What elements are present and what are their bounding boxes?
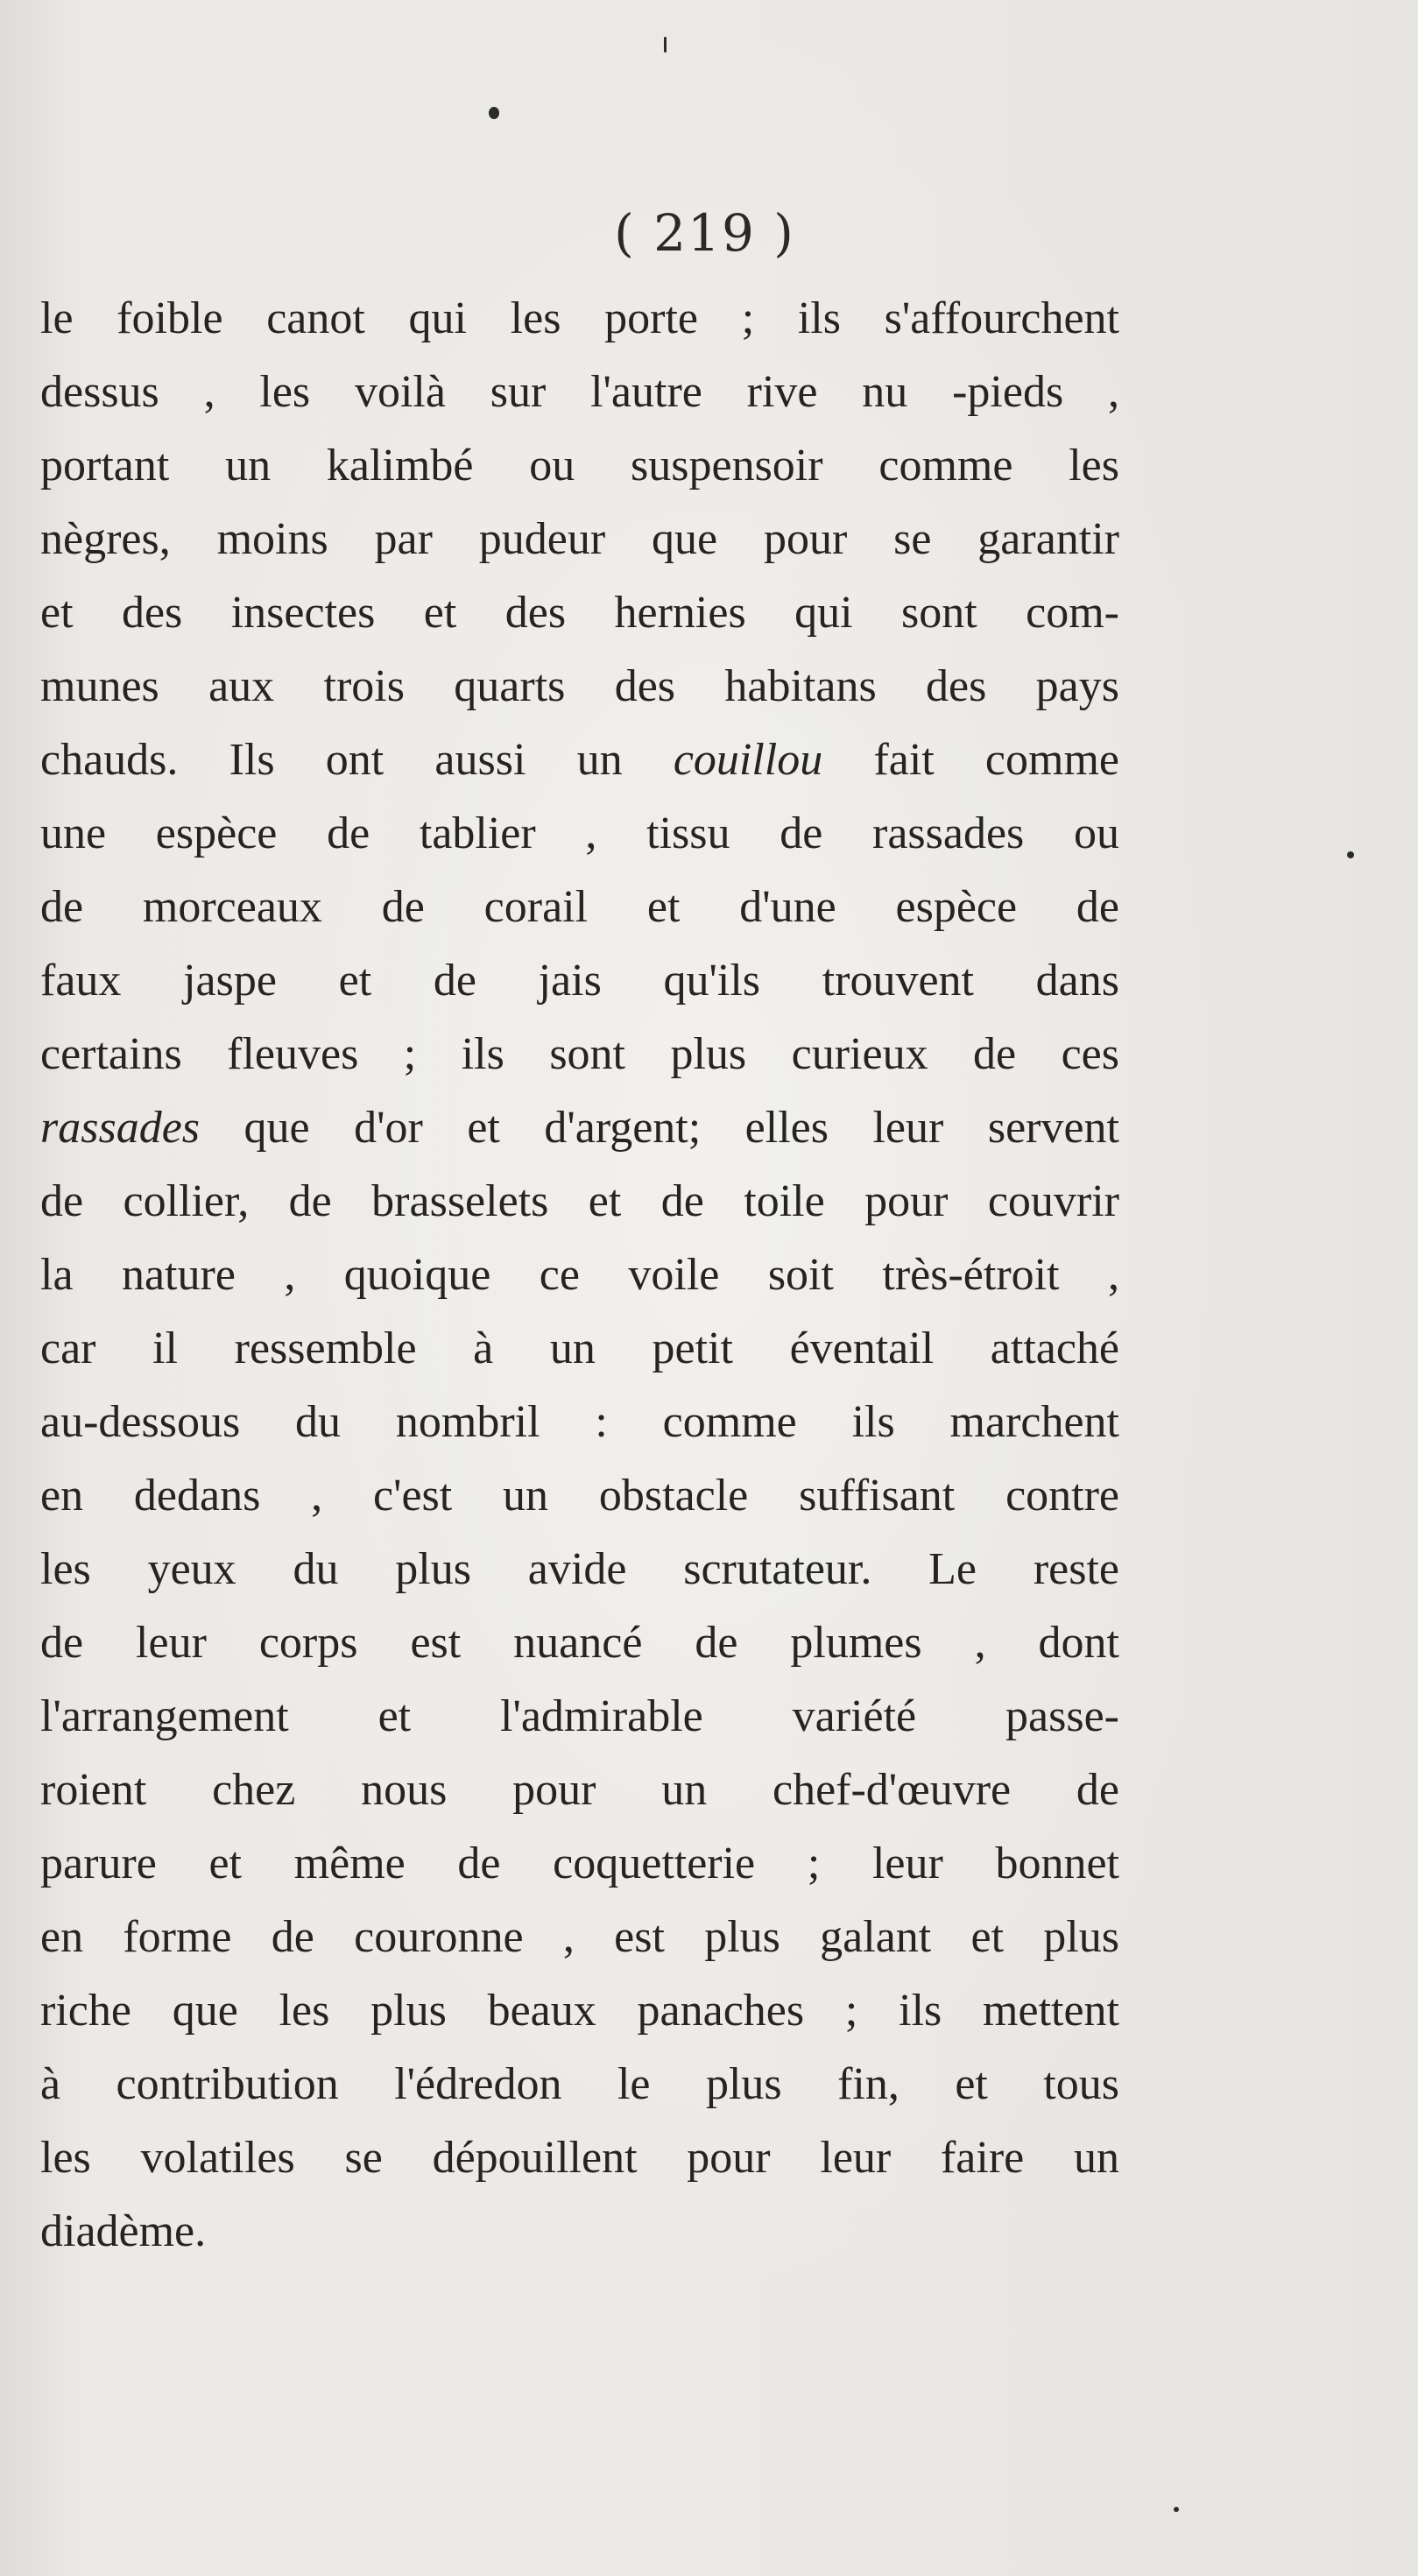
text-segment: l'arrangement et l'admirable variété passe-	[40, 1691, 1119, 1741]
text-segment: diadème.	[40, 2206, 207, 2256]
text-segment: portant un kalimbé ou suspensoir comme les	[40, 441, 1119, 490]
text-segment: une espèce de tablier , tissu de rassades ou	[40, 808, 1119, 858]
text-line	[40, 1754, 1119, 1827]
text-segment: que d'or et d'argent; elles leur servent	[200, 1103, 1119, 1153]
ink-speck	[1347, 851, 1354, 858]
text-line	[40, 1459, 1119, 1533]
text-segment: roient chez nous pour un chef-d'œuvre de	[40, 1765, 1119, 1815]
text-segment: certains fleuves ; ils sont plus curieux de ces	[40, 1029, 1119, 1079]
text-line	[40, 723, 1119, 797]
text-line	[40, 576, 1119, 650]
text-line	[40, 1680, 1119, 1754]
text-line	[40, 1239, 1119, 1312]
text-segment: les volatiles se dépouillent pour leur faire un	[40, 2133, 1119, 2183]
text-line	[40, 1018, 1119, 1091]
text-line	[40, 871, 1119, 944]
italic-term: couillou	[673, 735, 823, 785]
text-segment: car il ressemble à un petit éventail attaché	[40, 1323, 1119, 1373]
text-line	[40, 1165, 1119, 1239]
text-segment: et des insectes et des hernies qui sont com-	[40, 588, 1119, 638]
text-segment: de morceaux de corail et d'une espèce de	[40, 882, 1119, 932]
ink-speck	[664, 37, 667, 53]
text-line	[40, 2048, 1119, 2121]
text-segment: nègres, moins par pudeur que pour se garantir	[40, 514, 1119, 564]
text-line	[40, 1974, 1119, 2048]
text-segment: de leur corps est nuancé de plumes , dont	[40, 1618, 1119, 1668]
text-segment: munes aux trois quarts des habitans des pays	[40, 661, 1119, 711]
text-segment: chauds. Ils ont aussi un	[40, 735, 674, 785]
text-segment: faux jaspe et de jais qu'ils trouvent dans	[40, 956, 1119, 1006]
text-segment: en dedans , c'est un obstacle suffisant contre	[40, 1471, 1119, 1521]
text-line	[40, 1533, 1119, 1606]
text-line	[40, 282, 1119, 356]
italic-term: rassades	[40, 1103, 201, 1153]
text-line	[40, 2195, 1119, 2269]
text-line	[40, 356, 1119, 429]
text-segment: de collier, de brasselets et de toile pour couvrir	[40, 1176, 1119, 1226]
text-line	[40, 1827, 1119, 1901]
text-segment: fait comme	[822, 735, 1119, 785]
body-text	[40, 282, 1119, 2269]
text-segment: les yeux du plus avide scrutateur. Le reste	[40, 1544, 1119, 1594]
text-segment: riche que les plus beaux panaches ; ils mettent	[40, 1986, 1119, 2036]
text-segment: le foible canot qui les porte ; ils s'affourchent	[40, 293, 1119, 343]
text-line	[40, 797, 1119, 871]
text-line	[40, 1312, 1119, 1386]
ink-speck	[489, 107, 499, 119]
text-line	[40, 1091, 1119, 1165]
text-line	[40, 429, 1119, 503]
text-segment: la nature , quoique ce voile soit très-étroit ,	[40, 1250, 1119, 1300]
text-segment: à contribution l'édredon le plus fin, et tous	[40, 2059, 1119, 2109]
text-segment: en forme de couronne , est plus galant et plus	[40, 1912, 1119, 1962]
text-line	[40, 503, 1119, 576]
text-segment: dessus , les voilà sur l'autre rive nu -pieds ,	[40, 367, 1119, 417]
text-line	[40, 2121, 1119, 2195]
text-line	[40, 944, 1119, 1018]
text-line	[40, 1606, 1119, 1680]
text-segment: au-dessous du nombril : comme ils marchent	[40, 1397, 1119, 1447]
ink-speck	[1174, 2507, 1179, 2512]
text-line	[40, 650, 1119, 723]
text-line	[40, 1386, 1119, 1459]
text-line	[40, 1901, 1119, 1974]
page-number: ( 219 )	[614, 203, 795, 263]
text-segment: parure et même de coquetterie ; leur bonnet	[40, 1838, 1119, 1888]
